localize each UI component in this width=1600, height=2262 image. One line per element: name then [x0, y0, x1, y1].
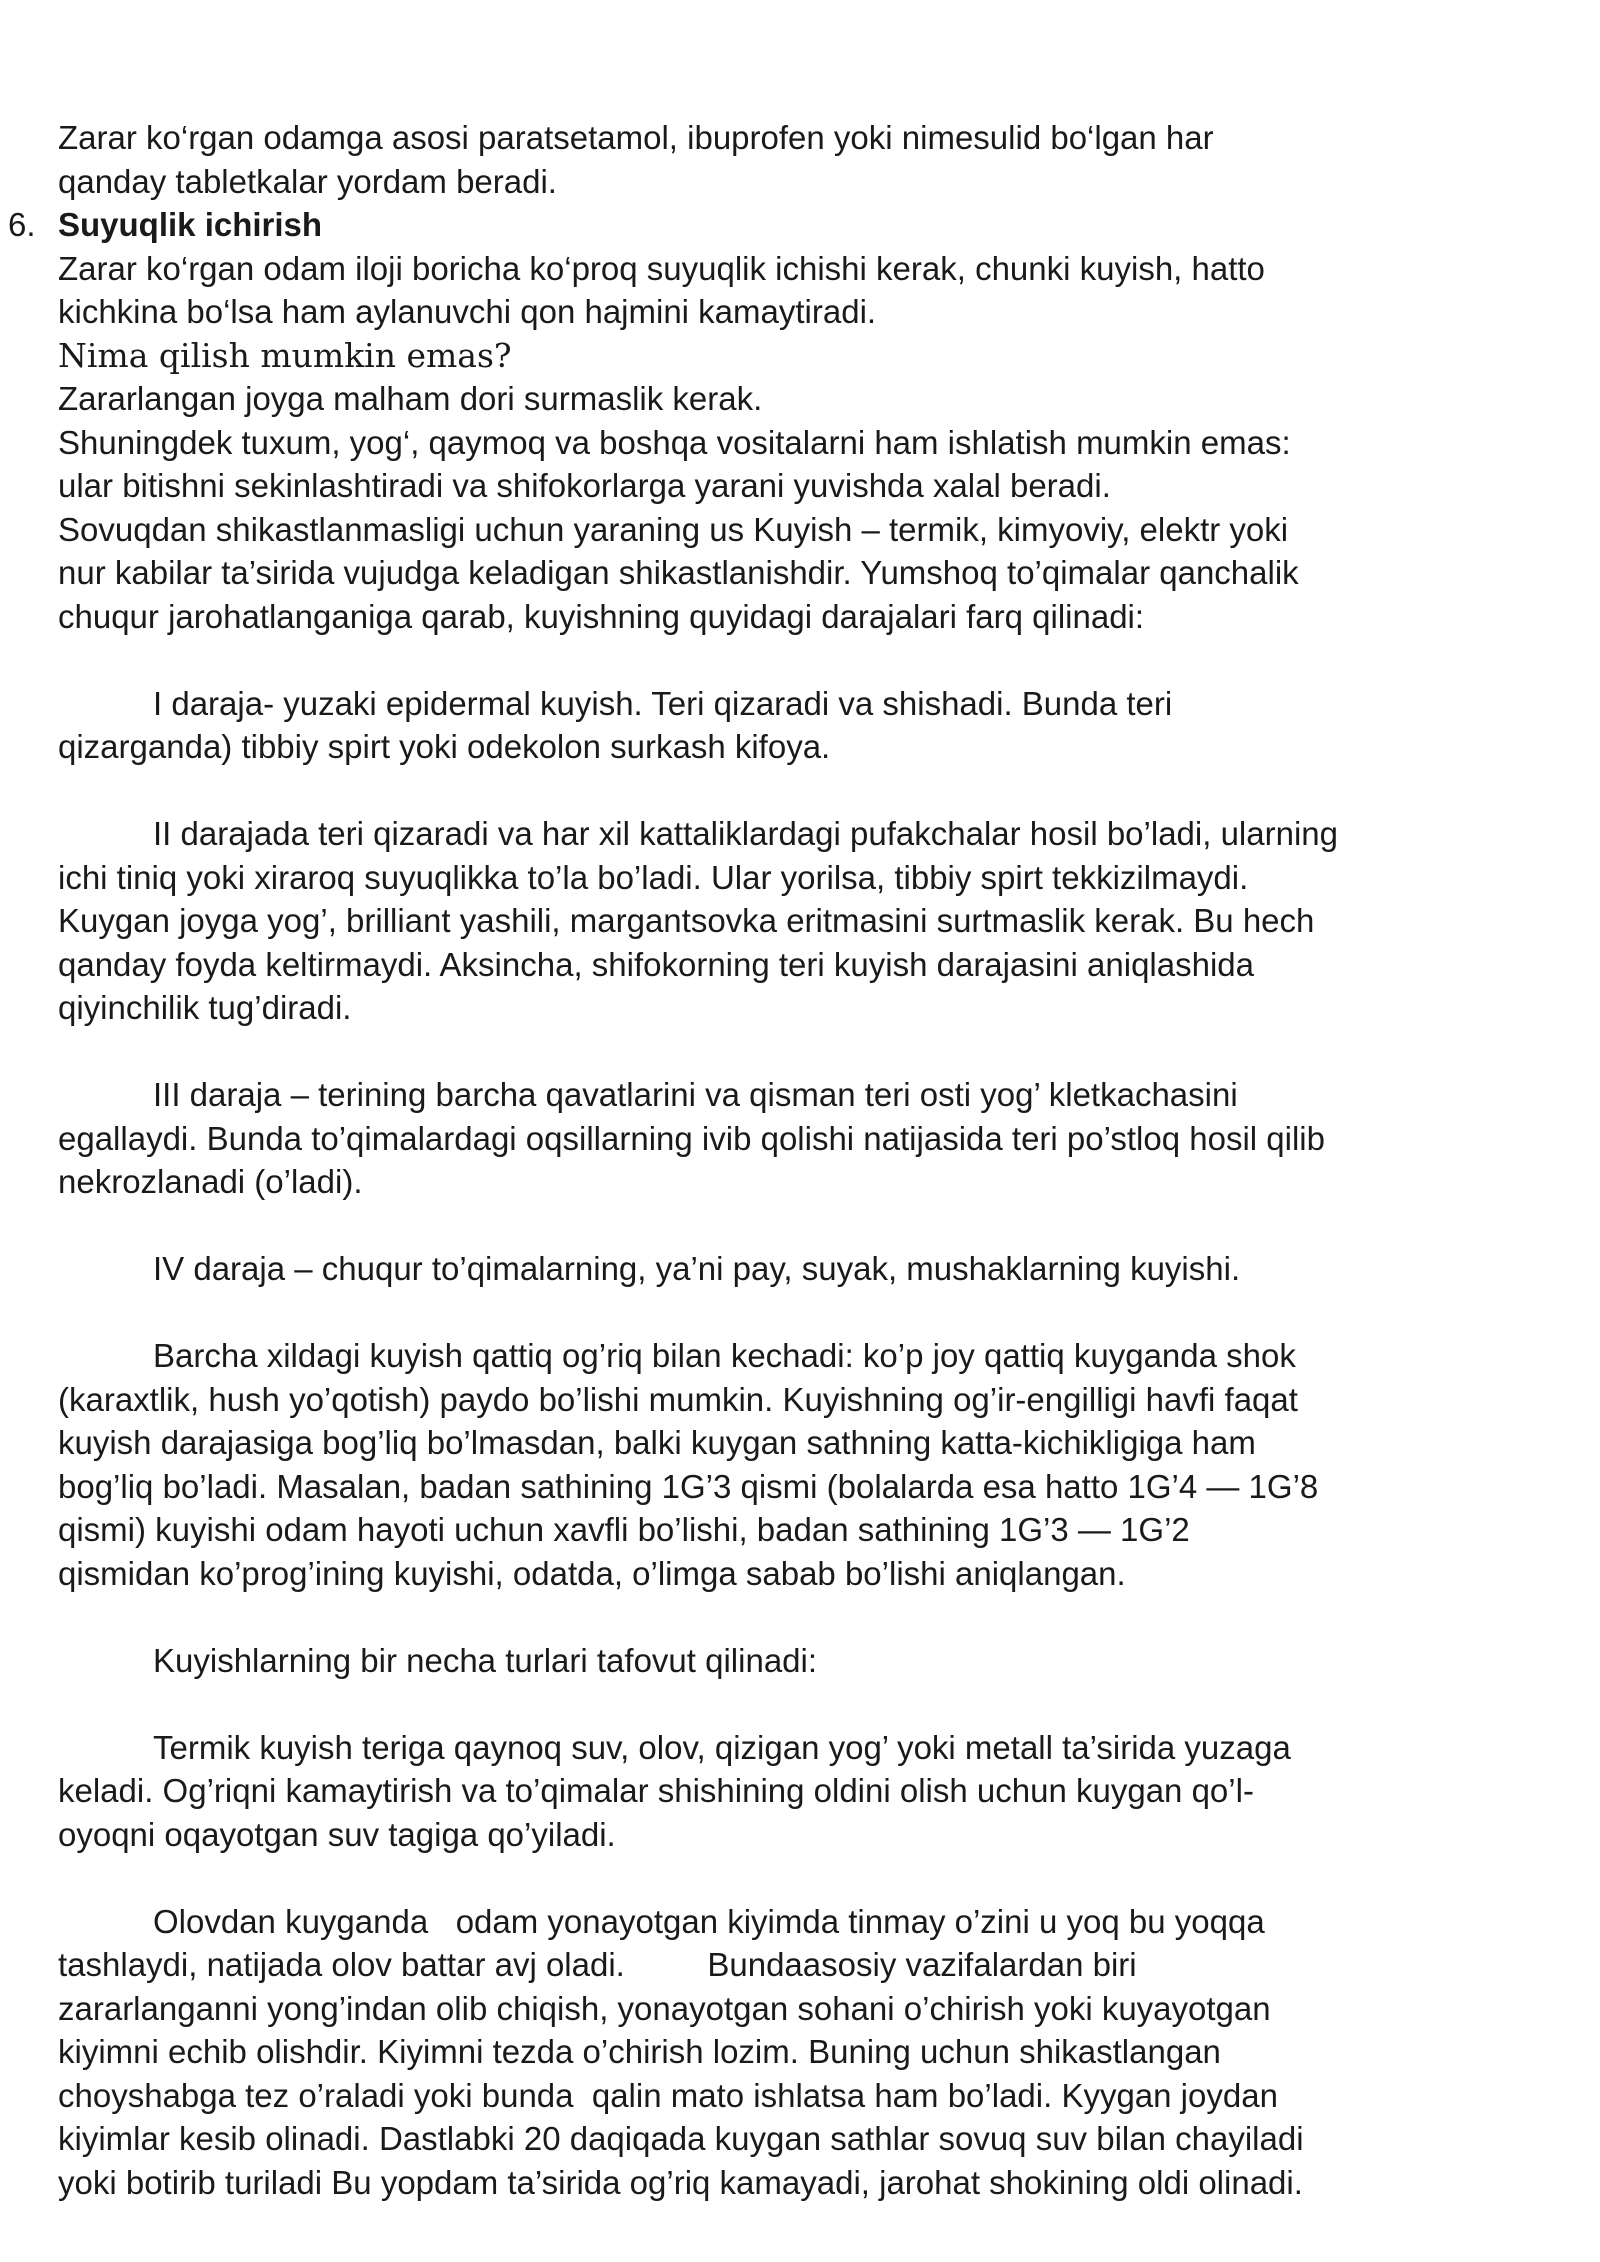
paragraph-fire	[58, 1900, 1520, 2205]
text-line: Sovuqdan shikastlanmasligi uchun yaraning us Kuyish – termik, kimyoviy, elektr yoki	[58, 510, 1289, 548]
text-line: zararlanganni yong’indan olib chiqish, yonayotgan sohani o’chirish yoki kuyayotgan	[58, 1989, 1271, 2027]
text-line: Kuygan joyga yog’, brilliant yashili, margantsovka eritmasini surtmaslik kerak. Bu hech	[58, 902, 1315, 939]
text-line: (karaxtlik, hush yo’qotish) paydo bo’lishi mumkin. Kuyishning og’ir-engilligi havfi faqat	[58, 1380, 1298, 1418]
spacer	[58, 1291, 1520, 1335]
subheading: Nima qilish mumkin emas?	[58, 335, 512, 375]
text-line: qanday foyda keltirmaydi. Aksincha, shifokorning teri kuyish darajasini aniqlashida	[58, 945, 1254, 983]
spacer	[58, 638, 1520, 682]
paragraph-fluids	[58, 247, 1520, 334]
text-line: Zararlangan joyga malham dori surmaslik kerak.	[58, 380, 763, 417]
paragraph-donts	[58, 377, 1520, 638]
spacer	[58, 769, 1520, 813]
text-line: Shuningdek tuxum, yog‘, qaymoq va boshqa vositalarni ham ishlatish mumkin emas:	[58, 423, 1291, 461]
text-line: qanday tabletkalar yordam beradi.	[58, 162, 557, 200]
text-line: kiyimlar kesib olinadi. Dastlabki 20 daqiqada kuygan sathlar sovuq suv bilan chayiladi	[58, 2120, 1304, 2157]
text-line: nekrozlanadi (o’ladi).	[58, 1163, 363, 1200]
text-line: kichkina bo‘lsa ham aylanuvchi qon hajmini kamaytiradi.	[58, 293, 877, 330]
text-line: IV daraja – chuqur to’qimalarning, ya’ni pay, suyak, mushaklarning kuyishi.	[153, 1250, 1241, 1287]
paragraph-degree-4	[58, 1247, 1520, 1291]
text-line: qismidan ko’prog’ining kuyishi, odatda, o’limga sabab bo’lishi aniqlangan.	[58, 1554, 1126, 1592]
text-line: Olovdan kuyganda odam yonayotgan kiyimda tinmay o’zini u yoq bu yoqqa	[153, 1902, 1265, 1940]
paragraph-burn-types	[58, 1639, 1520, 1683]
text-line: Zarar ko‘rgan odam iloji boricha ko‘proq suyuqlik ichishi kerak, chunki kuyish, hatto	[58, 249, 1265, 287]
paragraph-degree-1	[58, 682, 1520, 769]
list-number: 6.	[8, 206, 36, 243]
text-line: Termik kuyish teriga qaynoq suv, olov, qizigan yog’ yoki metall ta’sirida yuzaga	[153, 1728, 1291, 1766]
spacer	[58, 1682, 1520, 1726]
paragraph-tablets	[58, 116, 1520, 203]
text-line: Zarar ko‘rgan odamga asosi paratsetamol, ibuprofen yoki nimesulid bo‘lgan har	[58, 119, 1214, 156]
list-item-6	[8, 203, 1520, 247]
paragraph-thermal	[58, 1726, 1520, 1857]
text-line: egallaydi. Bunda to’qimalardagi oqsillarning ivib qolishi natijasida teri po’stloq hosil qilib	[58, 1119, 1325, 1157]
text-line: bog’liq bo’ladi. Masalan, badan sathining 1G’3 qismi (bolalarda esa hatto 1G’4 — 1G’8	[58, 1467, 1319, 1505]
spacer	[58, 1204, 1520, 1248]
text-line: Barcha xildagi kuyish qattiq og’riq bilan kechadi: ko’p joy qattiq kuyganda shok	[153, 1337, 1296, 1374]
text-line: ular bitishni sekinlashtiradi va shifokorlarga yarani yuvishda xalal beradi.	[58, 467, 1111, 504]
text-line: qismi) kuyishi odam hayoti uchun xavfli bo’lishi, badan sathining 1G’3 — 1G’2	[58, 1511, 1190, 1548]
text-line: qiyinchilik tug’diradi.	[58, 989, 352, 1026]
paragraph-degree-2	[58, 812, 1520, 1030]
section-heading: Suyuqlik ichirish	[58, 206, 323, 243]
text-line: choyshabga tez o’raladi yoki bunda qalin mato ishlatsa ham bo’ladi. Kyygan joydan	[58, 2076, 1278, 2114]
spacer	[58, 1030, 1520, 1074]
text-line: chuqur jarohatlanganiga qarab, kuyishning quyidagi darajalari farq qilinadi:	[58, 597, 1145, 635]
text-line: qizarganda) tibbiy spirt yoki odekolon surkash kifoya.	[58, 728, 831, 765]
paragraph-degree-3	[58, 1073, 1520, 1204]
paragraph-all-burns	[58, 1334, 1520, 1595]
text-line: kuyish darajasiga bog’liq bo’lmasdan, balki kuygan sathning katta-kichikligiga ham	[58, 1424, 1256, 1461]
text-line: I daraja- yuzaki epidermal kuyish. Teri qizaradi va shishadi. Bunda teri	[153, 684, 1173, 722]
text-line: keladi. Og’riqni kamaytirish va to’qimalar shishining oldini olish uchun kuygan qo’l-	[58, 1772, 1254, 1809]
text-line: III daraja – terining barcha qavatlarini va qisman teri osti yog’ kletkachasini	[153, 1076, 1238, 1113]
text-line: Kuyishlarning bir necha turlari tafovut qilinadi:	[153, 1641, 818, 1679]
text-line: kiyimni echib olishdir. Kiyimni tezda o’chirish lozim. Buning uchun shikastlangan	[58, 2033, 1221, 2070]
text-line: oyoqni oqayotgan suv tagiga qo’yiladi.	[58, 1815, 616, 1853]
text-line: nur kabilar ta’sirida vujudga keladigan shikastlanishdir. Yumshoq to’qimalar qanchalik	[58, 554, 1299, 591]
spacer	[58, 1856, 1520, 1900]
text-line: II darajada teri qizaradi va har xil kattaliklardagi pufakchalar hosil bo’ladi, ularning	[153, 815, 1338, 852]
text-line: tashlaydi, natijada olov battar avj oladi. Bundaasosiy vazifalardan biri	[58, 1946, 1137, 1983]
text-line: ichi tiniq yoki xiraroq suyuqlikka to’la bo’ladi. Ular yorilsa, tibbiy spirt tekkizilmaydi.	[58, 858, 1249, 896]
spacer	[58, 1595, 1520, 1639]
text-line: yoki botirib turiladi Bu yopdam ta’sirida og’riq kamayadi, jarohat shokining oldi olinadi.	[58, 2163, 1303, 2201]
